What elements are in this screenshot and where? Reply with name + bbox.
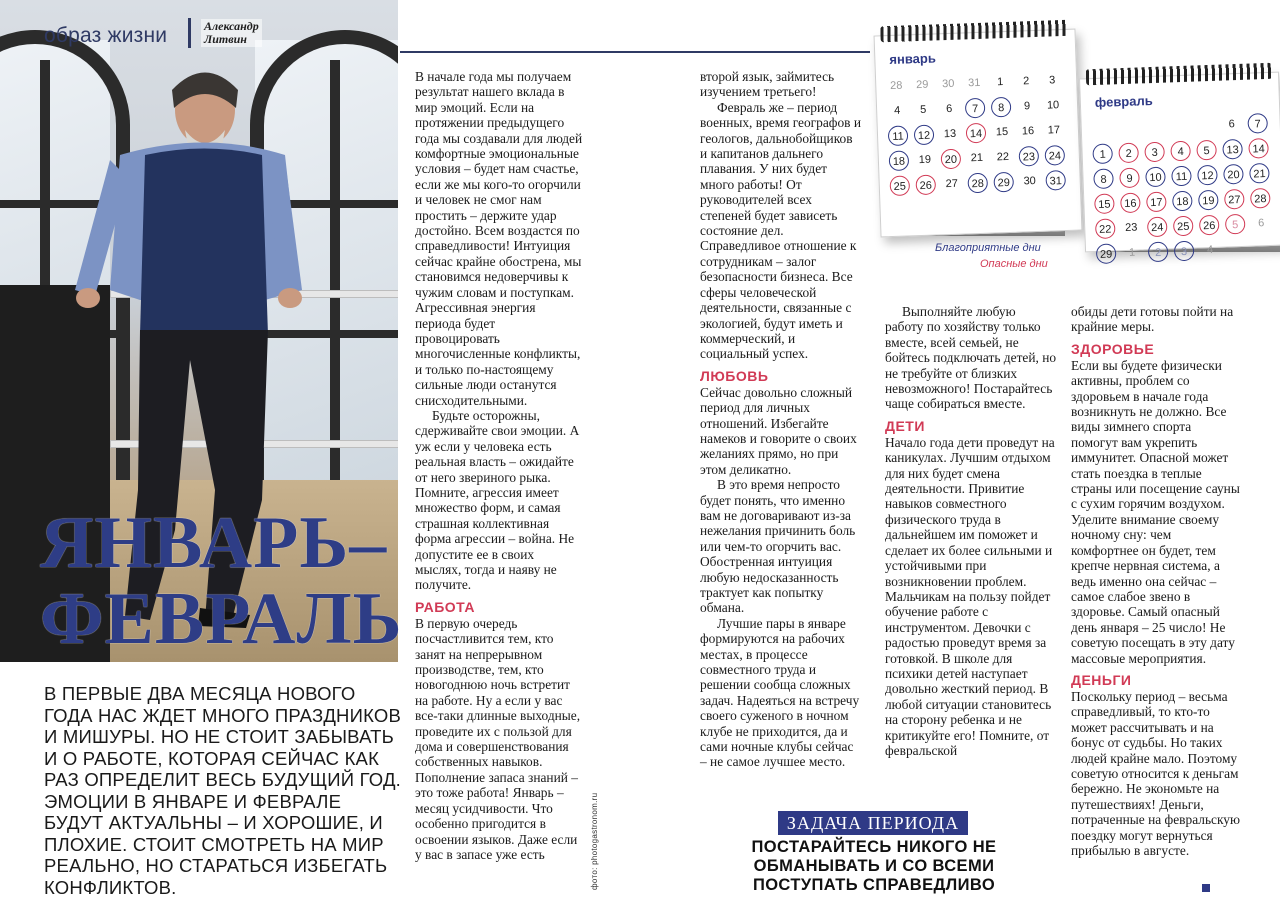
calendar-day: 15 (1094, 193, 1115, 214)
calendar-day: 4 (1170, 141, 1191, 162)
calendar-day (1226, 239, 1247, 260)
calendar-day: 17 (1146, 192, 1167, 213)
section-label: образ жизни (44, 24, 168, 47)
lead-paragraph: В ПЕРВЫЕ ДВА МЕСЯЦА НОВОГО ГОДА НАС ЖДЕТ МНОГО ПРАЗДНИКОВ И МИШУРЫ. НО НЕ СТОИТ ЗАБЫВАТЬ И О РАБОТЕ, КОТОРАЯ СЕЙЧАС КАК РАЗ ОПРЕДЕЛИТ ВЕСЬ БУДУЩИЙ ГОД. ЭМОЦИИ В ЯНВАРЕ И ФЕВРАЛЕ БУДУТ АКТУАЛЬНЫ – И ХОРОШИЕ, И ПЛОХИЕ. СТОИТ СМОТРЕТЬ НА МИР РЕАЛЬНО, НО СТАРАТЬСЯ ИЗБЕГАТЬ КОНФЛИКТОВ. (44, 683, 402, 898)
calendar-day: 19 (918, 153, 932, 167)
paragraph: В это время непросто будет понять, что именно вам не договаривают из-за нежелания причинить боль или чем-то огорчить вас. Обостренная интуиция любую недосказанность трактует как попытку обмана. (700, 477, 856, 616)
calendar-day: 3 (1144, 142, 1165, 163)
calendar-day: 30 (941, 77, 955, 91)
calendar-day: 23 (1124, 221, 1138, 235)
calendar-grid (1091, 113, 1278, 269)
calendar-day (1195, 115, 1216, 136)
calendar-day: 22 (1095, 218, 1116, 239)
calendar-day: 9 (1119, 167, 1140, 188)
column-4 (1071, 304, 1241, 858)
author-name: Александр Литвин (201, 19, 262, 47)
calendar-day: 29 (1096, 243, 1117, 264)
calendar-day: 24 (1147, 217, 1168, 238)
calendar-day: 4 (1206, 243, 1214, 257)
paragraph: Если вы будете физически активны, проблем со здоровьем в начале года возникнуть не должно. Все виды зимнего спорта помогут вам укрепить иммунитет. Опасной может стать поездка в теплые страны или посещение сауны с сухим горячим воздухом. Уделите внимание своему ночному сну: чем комфортнее он будет, тем крепче нервная система, а ведь именно она сейчас – самое слабое звено в здоровье. Самый опасный день января – 25 число! Не советую посещать в эту дату массовые мероприятия. (1071, 357, 1240, 666)
paragraph: Выполняйте любую работу по хозяйству только вместе, всей семьей, не бойтесь подключать детей, но не требуйте от близких невозможного! Постарайтесь чаще собираться вместе. (885, 304, 1057, 412)
calendar-day: 1 (1128, 246, 1136, 259)
calendar-day: 29 (915, 78, 929, 92)
calendar-day: 3 (1048, 74, 1056, 87)
calendar-day: 4 (893, 104, 901, 117)
calendar-day: 12 (914, 125, 935, 146)
calendar-january (874, 29, 1083, 238)
end-mark (1202, 884, 1210, 892)
calendar-day: 31 (967, 76, 981, 90)
calendar-day: 29 (993, 172, 1014, 193)
calendar-day: 13 (1222, 139, 1243, 160)
calendar-day: 21 (970, 151, 984, 165)
calendar-day: 25 (889, 175, 910, 196)
paragraph: Февраль же – период военных, время географов и геологов, дальнобойщиков и капитанов дальнего плавания. У них будет много работы! От руководителей всех степеней будет зависеть состояние дел. Справедливое отношение к сотрудникам – залог безопасности бизнеса. Все сферы человеческой деятельности, связанные с экологией, будут иметь и коммерческий, и социальный успех. (700, 99, 861, 362)
calendar-day: 14 (966, 123, 987, 144)
calendar-day: 6 (1257, 217, 1265, 230)
calendar-day: 11 (1171, 166, 1192, 187)
headline: ЯНВАРЬ– ФЕВРАЛЬ (40, 502, 403, 660)
calendar-day (1091, 118, 1112, 139)
calendar-day: 5 (919, 103, 927, 117)
calendar-day: 31 (1045, 170, 1066, 191)
paragraph: Будьте осторожны, сдерживайте свои эмоции. А уж если у человека есть реальная власть – ожидайте от него звериного рыка. Помните, агрессия имеет множество форм, и самая страшная коллективная форма агрессии – война. Не допустите ее в своих мыслях, тогда и наяву не получите. (415, 407, 580, 593)
task-text: ПОСТАРАЙТЕСЬ НИКОГО НЕ ОБМАНЫВАТЬ И СО ВСЕМИ ПОСТУПАТЬ СПРАВЕДЛИВО (751, 838, 997, 894)
photo-credit: фото: photogastronom.ru (590, 792, 599, 890)
calendar-day: 7 (965, 98, 986, 119)
calendar-day: 24 (1044, 145, 1065, 166)
calendar-day (1117, 118, 1138, 139)
calendar-month-title: февраль (1094, 92, 1153, 110)
calendar-day: 5 (1225, 214, 1246, 235)
legend-dangerous-days: Опасные дни (980, 258, 1048, 270)
calendar-day: 28 (889, 79, 903, 93)
calendar-day: 22 (996, 150, 1010, 164)
paragraph: Начало года дети проведут на каникулах. Лучшим отдыхом для них будет смена деятельности. Привитие навыков совместного физического труда в дальнейшем им поможет и сделает их более сильными и устойчивыми при возникновении проблем. Мальчикам на пользу пойдет обучение работе с инструментом. Девочки с радостью проведут время за готовкой. В школе для психики детей наступает довольно жесткий период. В любой ситуации становитесь на сторону ребенка и не критикуйте его! Помните, от февральской (885, 434, 1055, 758)
task-label: ЗАДАЧА ПЕРИОДА (778, 811, 968, 835)
calendar-day: 20 (941, 149, 962, 170)
legend-favorable-days: Благоприятные дни (935, 242, 1041, 254)
calendar-day: 28 (1250, 188, 1271, 209)
calendar-february (1079, 72, 1280, 261)
calendar-day (1169, 116, 1190, 137)
calendar-day: 1 (996, 76, 1004, 89)
calendar-day: 2 (1022, 75, 1030, 88)
paragraph: Лучшие пары в январе формируются на рабочих местах, в процессе совместного труда и решении сообща сложных задач. Надеяться на встречу своего суженого в ночном клубе не приходится, да и сами ночные клубы сейчас – не самое лучшее место. (700, 615, 860, 770)
calendar-day: 17 (1047, 124, 1061, 137)
calendar-day: 15 (995, 125, 1009, 139)
calendar-grid (886, 70, 1072, 201)
calendar-day: 2 (1148, 242, 1169, 263)
section-heading-love: ЛЮБОВЬ (700, 367, 769, 384)
calendar-day: 12 (1197, 165, 1218, 186)
calendar-day: 7 (1247, 113, 1268, 134)
calendar-day: 21 (1249, 163, 1270, 184)
calendar-day: 19 (1198, 190, 1219, 211)
calendar-day: 6 (1228, 118, 1235, 131)
calendar-day: 10 (1145, 167, 1166, 188)
calendar-day: 27 (1224, 189, 1245, 210)
section-heading-money: ДЕНЬГИ (1071, 671, 1132, 688)
paragraph: Сейчас довольно сложный период для личных отношений. Избегайте намеков и говорите о своих желаниях прямо, но при этом деликатно. (700, 384, 857, 477)
calendar-day: 13 (943, 127, 957, 141)
calendar-day: 30 (1023, 175, 1037, 188)
paragraph: обиды дети готовы пойти на крайние меры. (1071, 304, 1234, 335)
calendar-rings (1086, 63, 1272, 85)
calendar-day: 5 (1196, 140, 1217, 161)
top-rule (400, 51, 870, 53)
paragraph: Поскольку период – весьма справедливый, то кто-то может рассчитывать и на бонус от судьбы. Но таких людей крайне мало. Поэтому советую относится к деньгам бережно. Не экономьте на путешествиях! Деньги, потраченные на февральскую поездку могут вернуться прибылью в августе. (1071, 688, 1241, 858)
calendar-day: 11 (888, 125, 909, 146)
calendar-day (1143, 117, 1164, 138)
paragraph: второй язык, займитесь изучением третьего! (700, 69, 835, 100)
section-divider (188, 18, 191, 48)
calendar-day: 18 (1172, 191, 1193, 212)
section-heading-kids: ДЕТИ (885, 417, 925, 434)
calendar-day (1252, 238, 1273, 259)
calendar-day: 28 (967, 173, 988, 194)
calendar-day: 1 (1092, 143, 1113, 164)
calendar-day: 6 (945, 102, 953, 116)
column-2 (700, 69, 862, 770)
calendar-day: 16 (1120, 192, 1141, 213)
paragraph: В начале года мы получаем результат нашего вклада в мир эмоций. Если на протяжении предыдущего года мы создавали для людей комфортные эмоциональные условия – будет нам счастье, если же мы кого-то огорчили и человек не смог нам простить – держите удар достойно. Всем воздастся по справедливости! Интуиция сейчас крайне обострена, мы становимся недоверчивы к чужим словам и поступкам. Агрессивная энергия периода будет провоцировать многочисленные конфликты, и только по-настоящему сильные люди останутся снисходительными. (415, 69, 583, 408)
calendar-day: 8 (991, 97, 1012, 118)
paragraph: В первую очередь посчастливится тем, кто занят на непрерывном производстве, тем, кто новогоднюю ночь встретит на работе. Ну а если у вас все-таки длинные выходные, проведите их с пользой для дома и совершенствования собственных навыков. Пополнение запаса знаний – это тоже работа! Январь – месяц усидчивости. Что особенно пригодится в освоении языков. Даже если у вас в запасе уже есть (415, 615, 581, 862)
calendar-day: 9 (1023, 100, 1031, 113)
column-3 (885, 304, 1057, 758)
calendar-day: 26 (915, 175, 936, 196)
calendar-day: 3 (1174, 241, 1195, 262)
calendar-day: 16 (1021, 125, 1035, 138)
section-heading-health: ЗДОРОВЬЕ (1071, 340, 1155, 357)
section-heading-work: РАБОТА (415, 598, 475, 615)
calendar-day: 26 (1199, 215, 1220, 236)
calendar-day: 10 (1046, 99, 1060, 112)
calendar-day: 25 (1173, 216, 1194, 237)
calendar-day: 14 (1248, 138, 1269, 159)
column-1 (415, 69, 583, 862)
calendar-day: 8 (1093, 168, 1114, 189)
calendar-day: 23 (1018, 146, 1039, 167)
calendar-day: 2 (1118, 143, 1139, 164)
calendar-day: 18 (889, 150, 910, 171)
calendar-rings (880, 20, 1068, 43)
calendar-day: 27 (945, 177, 959, 191)
calendar-month-title: январь (889, 50, 937, 68)
calendar-day: 20 (1223, 164, 1244, 185)
